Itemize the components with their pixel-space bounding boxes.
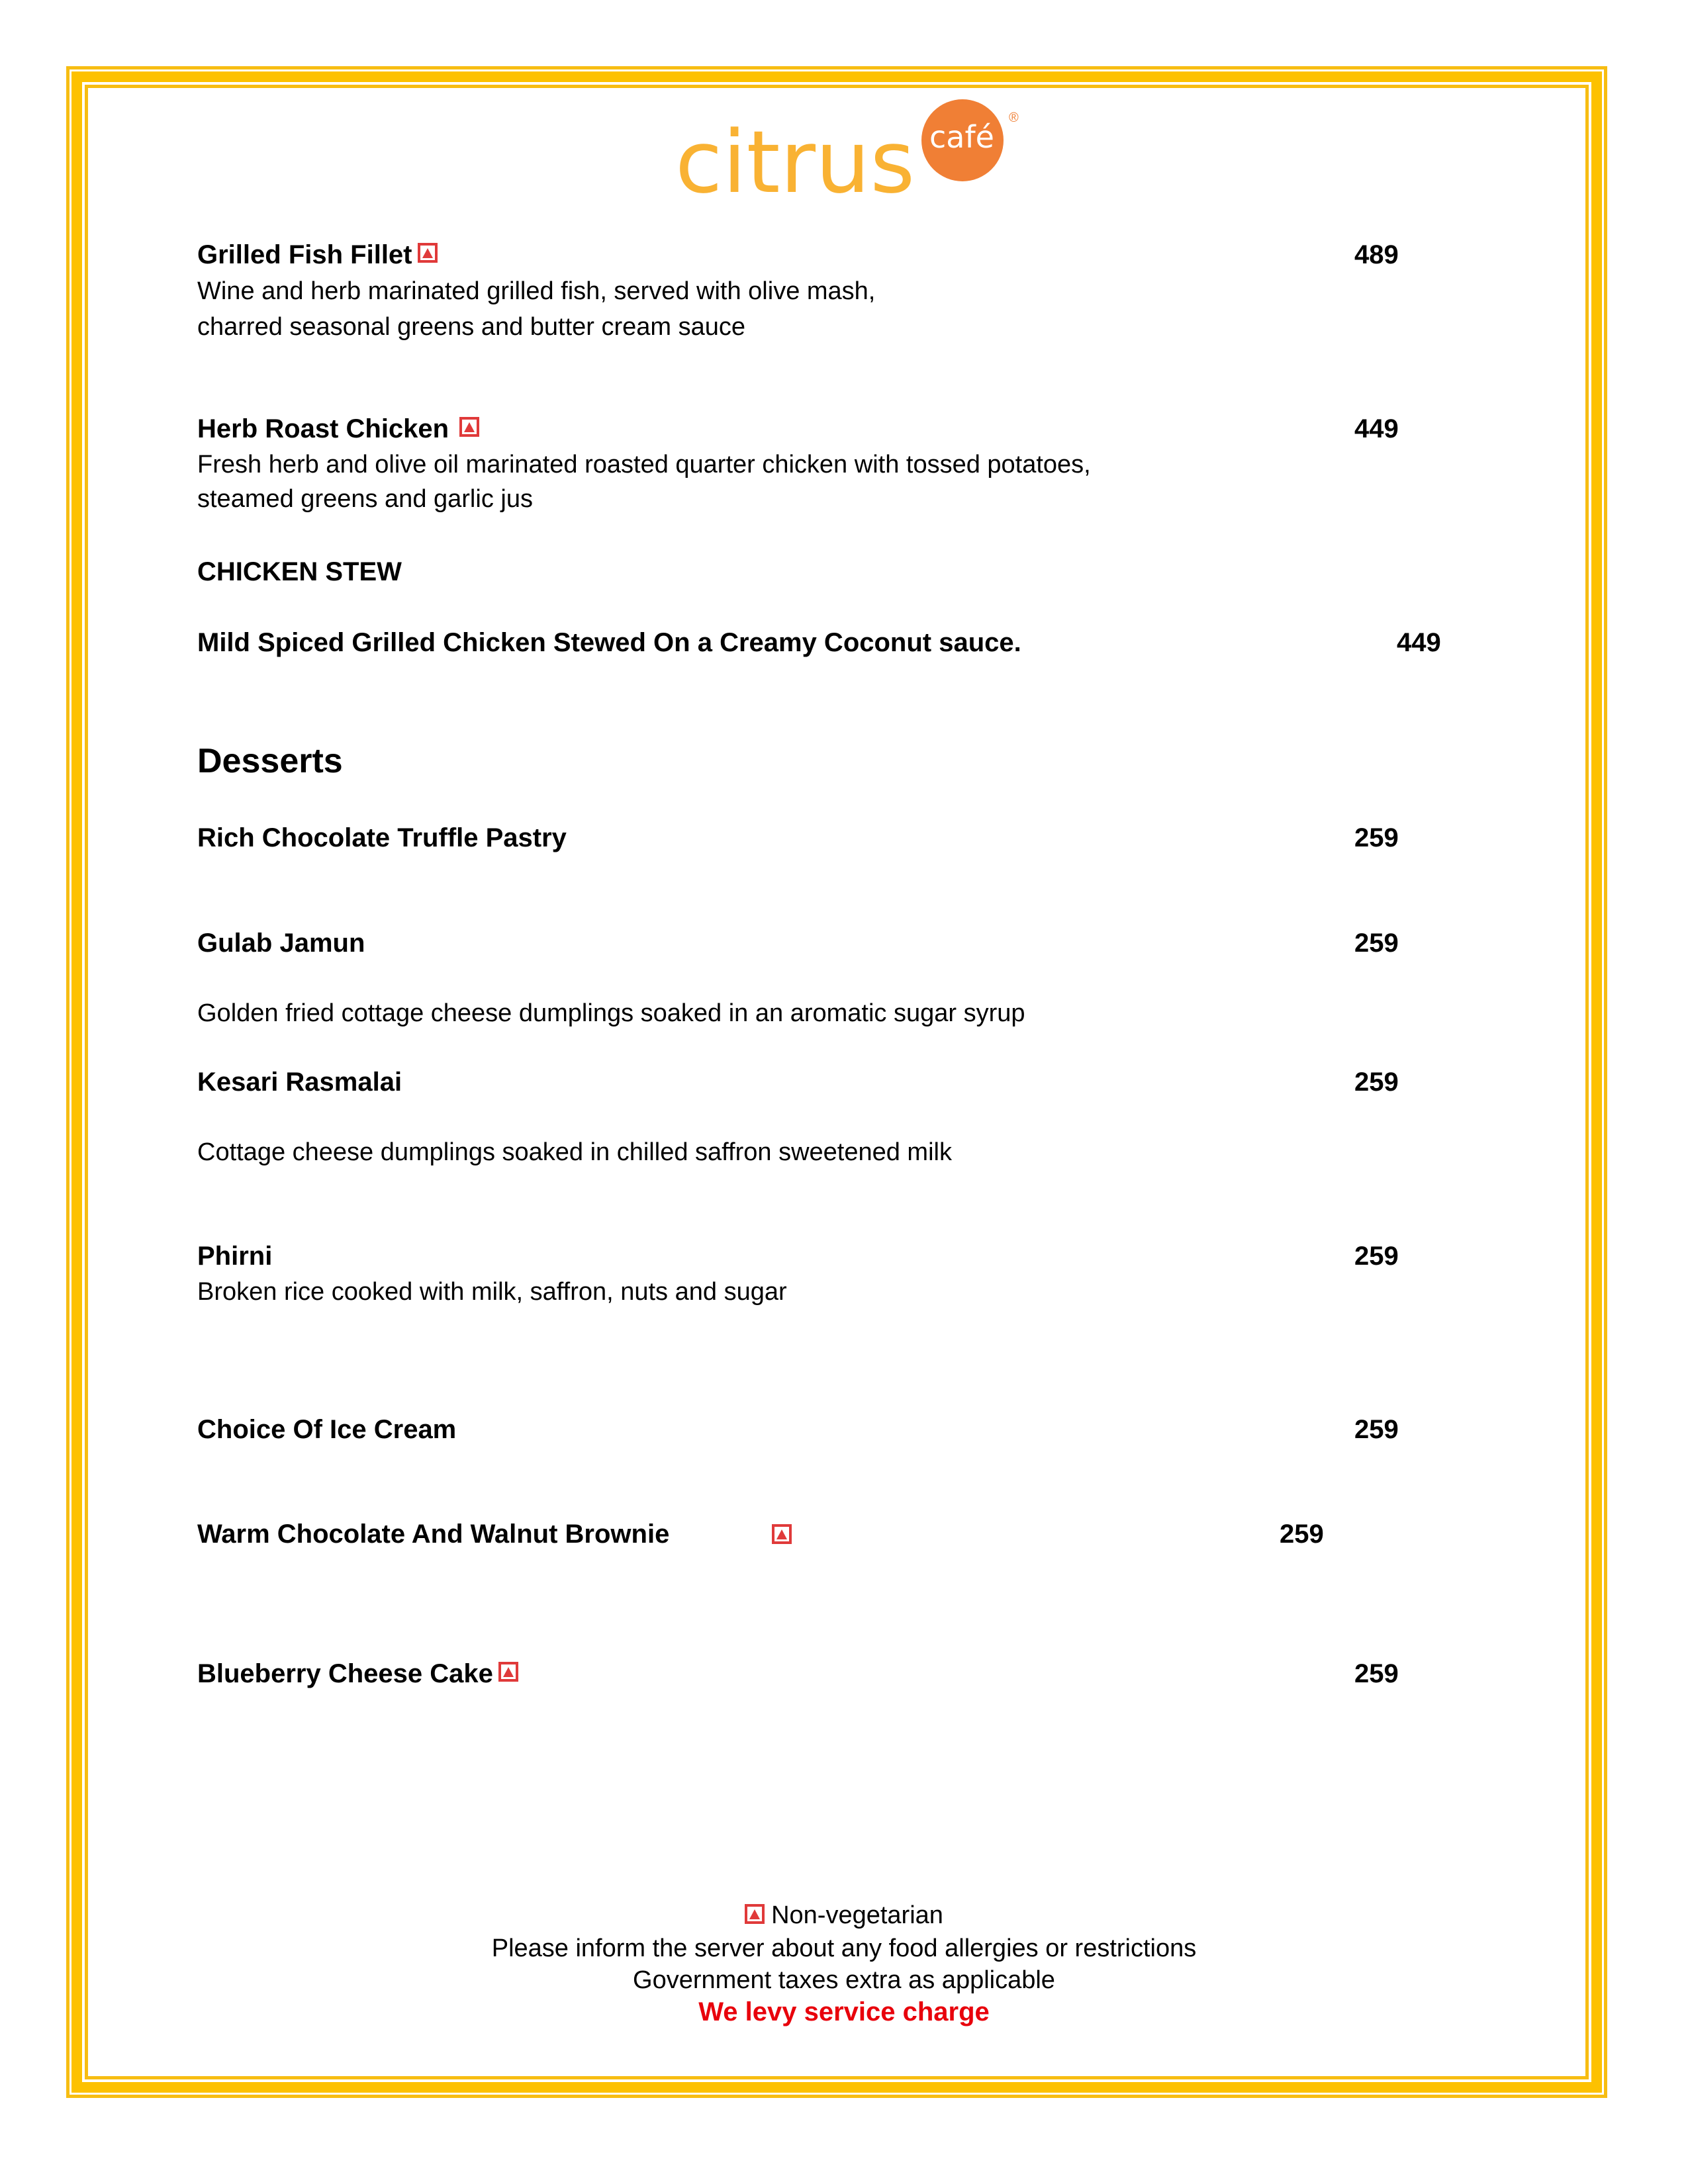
menu-item-desc: Golden fried cottage cheese dumplings soaked in an aromatic sugar syrup [197,999,1025,1027]
menu-item-price: 259 [1354,1659,1399,1688]
logo-cafe: café [929,119,994,155]
legend-text: Non-vegetarian [771,1901,943,1929]
footer-legend [0,1900,1688,1931]
menu-item-desc: charred seasonal greens and butter cream sauce [197,313,746,341]
menu-item-desc: steamed greens and garlic jus [197,485,533,513]
menu-item-price: 259 [1354,1068,1399,1097]
menu-item-name [197,1657,518,1690]
menu-item-name: Rich Chocolate Truffle Pastry [197,823,567,852]
menu-item-price: 449 [1354,414,1399,443]
non-veg-icon [459,417,479,437]
registered-mark: ® [1009,111,1019,125]
menu-item-price: 449 [1397,628,1441,657]
item-name-text: Blueberry Cheese Cake [197,1659,493,1688]
menu-item-price: 489 [1354,240,1399,269]
section-heading-desserts: Desserts [197,742,343,780]
footer-service-charge: We levy service charge [698,1997,990,2026]
menu-item-desc: Cottage cheese dumplings soaked in chilled saffron sweetened milk [197,1138,952,1166]
non-veg-icon [745,1904,765,1924]
menu-item-name: Kesari Rasmalai [197,1068,402,1097]
menu-item-name: Mild Spiced Grilled Chicken Stewed On a Creamy Coconut sauce. [197,628,1021,657]
logo-citrus: citrus [675,112,915,212]
subsection-heading: CHICKEN STEW [197,557,402,586]
menu-item-desc: Broken rice cooked with milk, saffron, nuts and sugar [197,1278,787,1306]
item-name-text: Herb Roast Chicken [197,414,449,443]
footer-taxes-note: Government taxes extra as applicable [633,1966,1055,1994]
menu-item-name [197,412,479,445]
menu-item-price: 259 [1354,823,1399,852]
non-veg-icon [498,1662,518,1682]
menu-item-name: Choice Of Ice Cream [197,1415,457,1444]
citrus-cafe-logo [675,99,1046,212]
menu-item-name: Gulab Jamun [197,929,365,958]
menu-item-price: 259 [1354,1242,1399,1271]
menu-item-desc: Wine and herb marinated grilled fish, served with olive mash, [197,277,876,305]
non-veg-icon [772,1524,792,1544]
menu-item-desc: Fresh herb and olive oil marinated roasted quarter chicken with tossed potatoes, [197,451,1091,478]
menu-item-price: 259 [1354,1415,1399,1444]
menu-item-price: 259 [1280,1520,1324,1549]
non-veg-icon [418,243,438,263]
footer-allergy-note: Please inform the server about any food allergies or restrictions [491,1934,1197,1962]
menu-item-name: Phirni [197,1242,273,1271]
item-name-text: Grilled Fish Fillet [197,240,412,269]
menu-item-price: 259 [1354,929,1399,958]
menu-item-name: Warm Chocolate And Walnut Brownie [197,1520,670,1549]
menu-item-name [197,238,438,271]
